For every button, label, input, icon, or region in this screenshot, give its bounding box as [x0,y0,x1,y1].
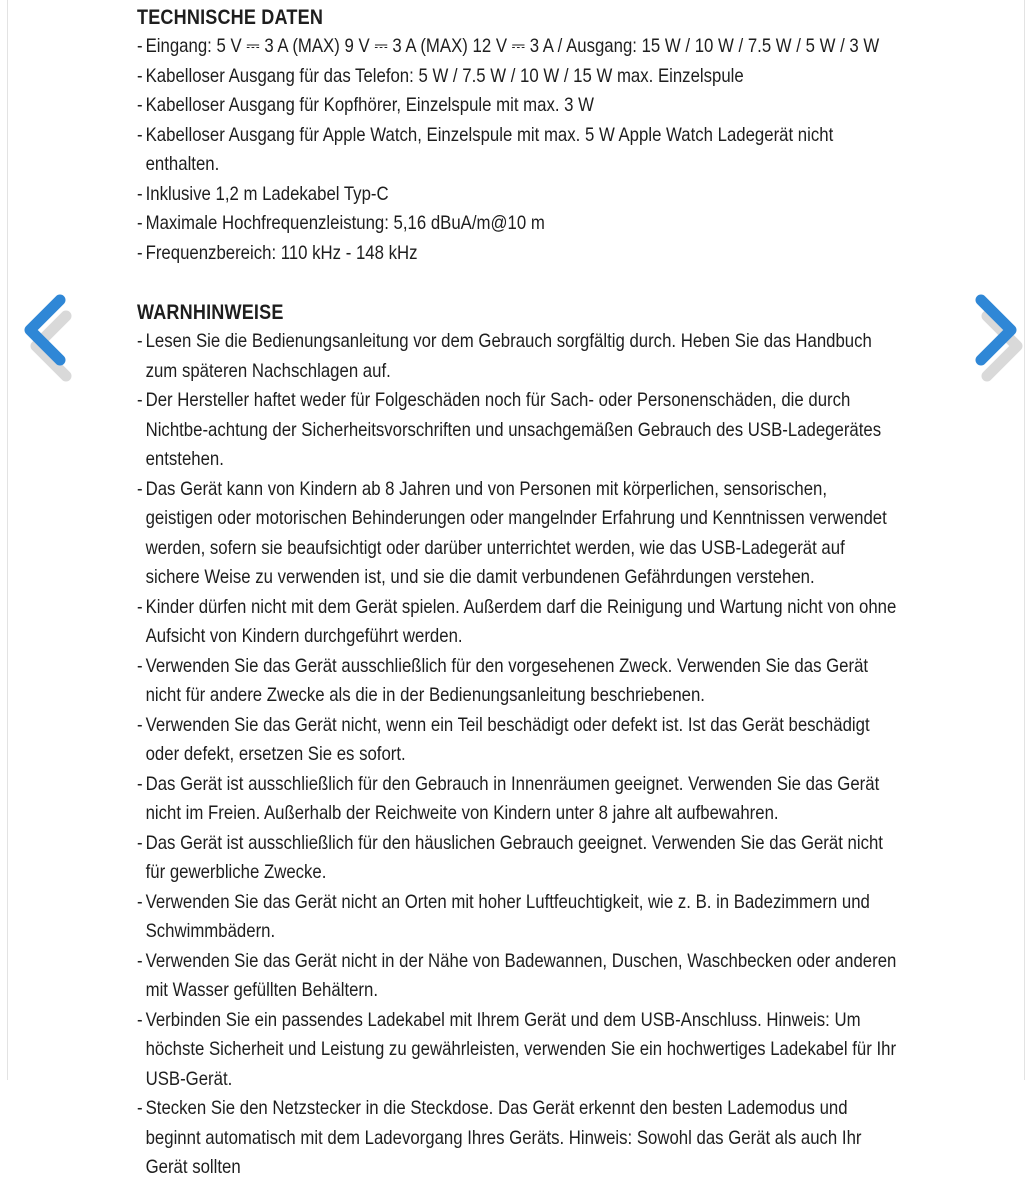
list-item-text: Verwenden Sie das Gerät ausschließlich für den vorgesehenen Zweck. Verwenden Sie das Gerät nicht für andere Zwecke als die in der Bedienungsanleitung beschriebenen. [145,654,869,706]
list-item-text: Verbinden Sie ein passendes Ladekabel mit Ihrem Gerät und dem USB-Anschluss. Hinweis: Um höchste Sicherheit und Leistung zu gewährleisten, verwenden Sie ein hochwertiges Ladekabel für Ihr USB-Gerät. [145,1008,897,1090]
list-item: - Kabelloser Ausgang für Kopfhörer, Einzelspule mit max. 3 W [137,91,897,121]
list-item-text: Frequenzbereich: 110 kHz - 148 kHz [145,241,418,264]
list-item: - Frequenzbereich: 110 kHz - 148 kHz [137,239,897,269]
list-item-text: Maximale Hochfrequenzleistung: 5,16 dBuA/m@10 m [145,212,545,234]
warnings-list [137,327,897,1183]
list-item: - Verwenden Sie das Gerät ausschließlich für den vorgesehenen Zweck. Verwenden Sie das Gerät nicht für andere Zwecke als die in der Bedienungsanleitung beschriebenen. [137,652,897,711]
list-item-text: Eingang: 5 V ⎓ 3 A (MAX) 9 V ⎓ 3 A (MAX) 12 V ⎓ 3 A / Ausgang: 15 W / 10 W / 7.5 W / 5 W / 3 W [145,35,880,57]
list-item-text: Verwenden Sie das Gerät nicht, wenn ein Teil beschädigt oder defekt ist. Ist das Gerät beschädigt oder defekt, ersetzen Sie es sofort. [145,713,870,765]
list-item-text: Verwenden Sie das Gerät nicht an Orten mit hoher Luftfeuchtigkeit, wie z. B. in Badezimmern und Schwimmbädern. [145,890,870,942]
list-item: - Maximale Hochfrequenzleistung: 5,16 dBuA/m@10 m [137,209,897,239]
warnings-heading: WARNHINWEISE [137,301,284,324]
right-border [1024,0,1025,1080]
list-item: - Das Gerät kann von Kindern ab 8 Jahren und von Personen mit körperlichen, sensorischen, geistigen oder motorischen Behinderungen oder mangelnder Erfahrung und Kenntnissen verwendet werden, sofern sie beaufsichtigt oder darüber unterrichtet werden, wie das USB-Ladegerät auf sichere Weise zu verwenden ist, und sie die damit verbundenen Gefährdungen verstehen. [137,475,897,593]
technical-data-heading: TECHNISCHE DATEN [137,6,324,29]
next-page-button[interactable] [967,290,1029,382]
list-item: - Verwenden Sie das Gerät nicht, wenn ein Teil beschädigt oder defekt ist. Ist das Gerät beschädigt oder defekt, ersetzen Sie es sofort. [137,711,897,770]
list-item-text: Das Gerät ist ausschließlich für den häuslichen Gebrauch geeignet. Verwenden Sie das Gerät nicht für gewerbliche Zwecke. [145,831,883,883]
list-item: - Lesen Sie die Bedienungsanleitung vor dem Gebrauch sorgfältig durch. Heben Sie das Handbuch zum späteren Nachschlagen auf. [137,327,897,386]
list-item: - Verwenden Sie das Gerät nicht an Orten mit hoher Luftfeuchtigkeit, wie z. B. in Badezimmern und Schwimmbädern. [137,888,897,947]
list-item: - Eingang: 5 V ⎓ 3 A (MAX) 9 V ⎓ 3 A (MAX) 12 V ⎓ 3 A / Ausgang: 15 W / 10 W / 7.5 W / 5 W / 3 W [137,32,897,62]
technical-data-list [137,32,897,268]
list-item-text: Verwenden Sie das Gerät nicht in der Nähe von Badewannen, Duschen, Waschbecken oder anderen mit Wasser gefüllten Behältern. [145,949,897,1001]
list-item-text: Kinder dürfen nicht mit dem Gerät spielen. Außerdem darf die Reinigung und Wartung nicht von ohne Aufsicht von Kindern durchgeführt werden. [145,595,897,647]
left-border [7,0,8,1080]
list-item-text: Stecken Sie den Netzstecker in die Steckdose. Das Gerät erkennt den besten Lademodus und beginnt automatisch mit dem Ladevorgang Ihres Geräts. Hinweis: Sowohl das Gerät als auch Ihr Gerät sollten [145,1097,862,1178]
list-item: - Das Gerät ist ausschließlich für den häuslichen Gebrauch geeignet. Verwenden Sie das Gerät nicht für gewerbliche Zwecke. [137,829,897,888]
list-item: - Inklusive 1,2 m Ladekabel Typ-C [137,180,897,210]
previous-page-button[interactable] [14,290,76,382]
list-item-text: Kabelloser Ausgang für Apple Watch, Einzelspule mit max. 5 W Apple Watch Ladegerät nicht enthalten. [145,123,834,175]
list-item-text: Das Gerät kann von Kindern ab 8 Jahren und von Personen mit körperlichen, sensorischen, geistigen oder motorischen Behinderungen oder mangelnder Erfahrung und Kenntnissen verwendet werden, sofern sie beaufsichtigt oder darüber unterrichtet werden, wie das USB-Ladegerät auf sichere Weise zu verwenden ist, und sie die damit verbundenen Gefährdungen verstehen. [145,477,887,588]
list-item: - Der Hersteller haftet weder für Folgeschäden noch für Sach- oder Personenschäden, die durch Nichtbe-achtung der Sicherheitsvorschriften und unsachgemäßen Gebrauch des USB-Ladegerätes entstehen. [137,386,897,475]
list-item: - Das Gerät ist ausschließlich für den Gebrauch in Innenräumen geeignet. Verwenden Sie das Gerät nicht im Freien. Außerhalb der Reichweite von Kindern unter 8 jahre alt aufbewahren. [137,770,897,829]
list-item: - Stecken Sie den Netzstecker in die Steckdose. Das Gerät erkennt den besten Lademodus und beginnt automatisch mit dem Ladevorgang Ihres Geräts. Hinweis: Sowohl das Gerät als auch Ihr Gerät sollten [137,1094,897,1183]
document-page [137,4,897,1183]
list-item-text: Kabelloser Ausgang für das Telefon: 5 W / 7.5 W / 10 W / 15 W max. Einzelspule [145,64,744,87]
list-item: - Kabelloser Ausgang für das Telefon: 5 W / 7.5 W / 10 W / 15 W max. Einzelspule [137,62,897,92]
list-item-text: Inklusive 1,2 m Ladekabel Typ-C [145,182,389,205]
chevron-right-icon [967,290,1029,382]
list-item: - Kabelloser Ausgang für Apple Watch, Einzelspule mit max. 5 W Apple Watch Ladegerät nicht enthalten. [137,121,897,180]
list-item-text: Der Hersteller haftet weder für Folgeschäden noch für Sach- oder Personenschäden, die durch Nichtbe-achtung der Sicherheitsvorschriften und unsachgemäßen Gebrauch des USB-Ladegerätes entstehen. [145,389,882,470]
list-item-text: Das Gerät ist ausschließlich für den Gebrauch in Innenräumen geeignet. Verwenden Sie das Gerät nicht im Freien. Außerhalb der Reichweite von Kindern unter 8 jahre alt aufbewahren. [145,772,880,824]
list-item-text: Kabelloser Ausgang für Kopfhörer, Einzelspule mit max. 3 W [145,94,594,116]
chevron-left-icon [14,290,76,382]
list-item-text: Lesen Sie die Bedienungsanleitung vor dem Gebrauch sorgfältig durch. Heben Sie das Handbuch zum späteren Nachschlagen auf. [145,330,872,382]
list-item: - Kinder dürfen nicht mit dem Gerät spielen. Außerdem darf die Reinigung und Wartung nicht von ohne Aufsicht von Kindern durchgeführt werden. [137,593,897,652]
list-item: - Verbinden Sie ein passendes Ladekabel mit Ihrem Gerät und dem USB-Anschluss. Hinweis: Um höchste Sicherheit und Leistung zu gewährleisten, verwenden Sie ein hochwertiges Ladekabel für Ihr USB-Gerät. [137,1006,897,1095]
list-item: - Verwenden Sie das Gerät nicht in der Nähe von Badewannen, Duschen, Waschbecken oder anderen mit Wasser gefüllten Behältern. [137,947,897,1006]
